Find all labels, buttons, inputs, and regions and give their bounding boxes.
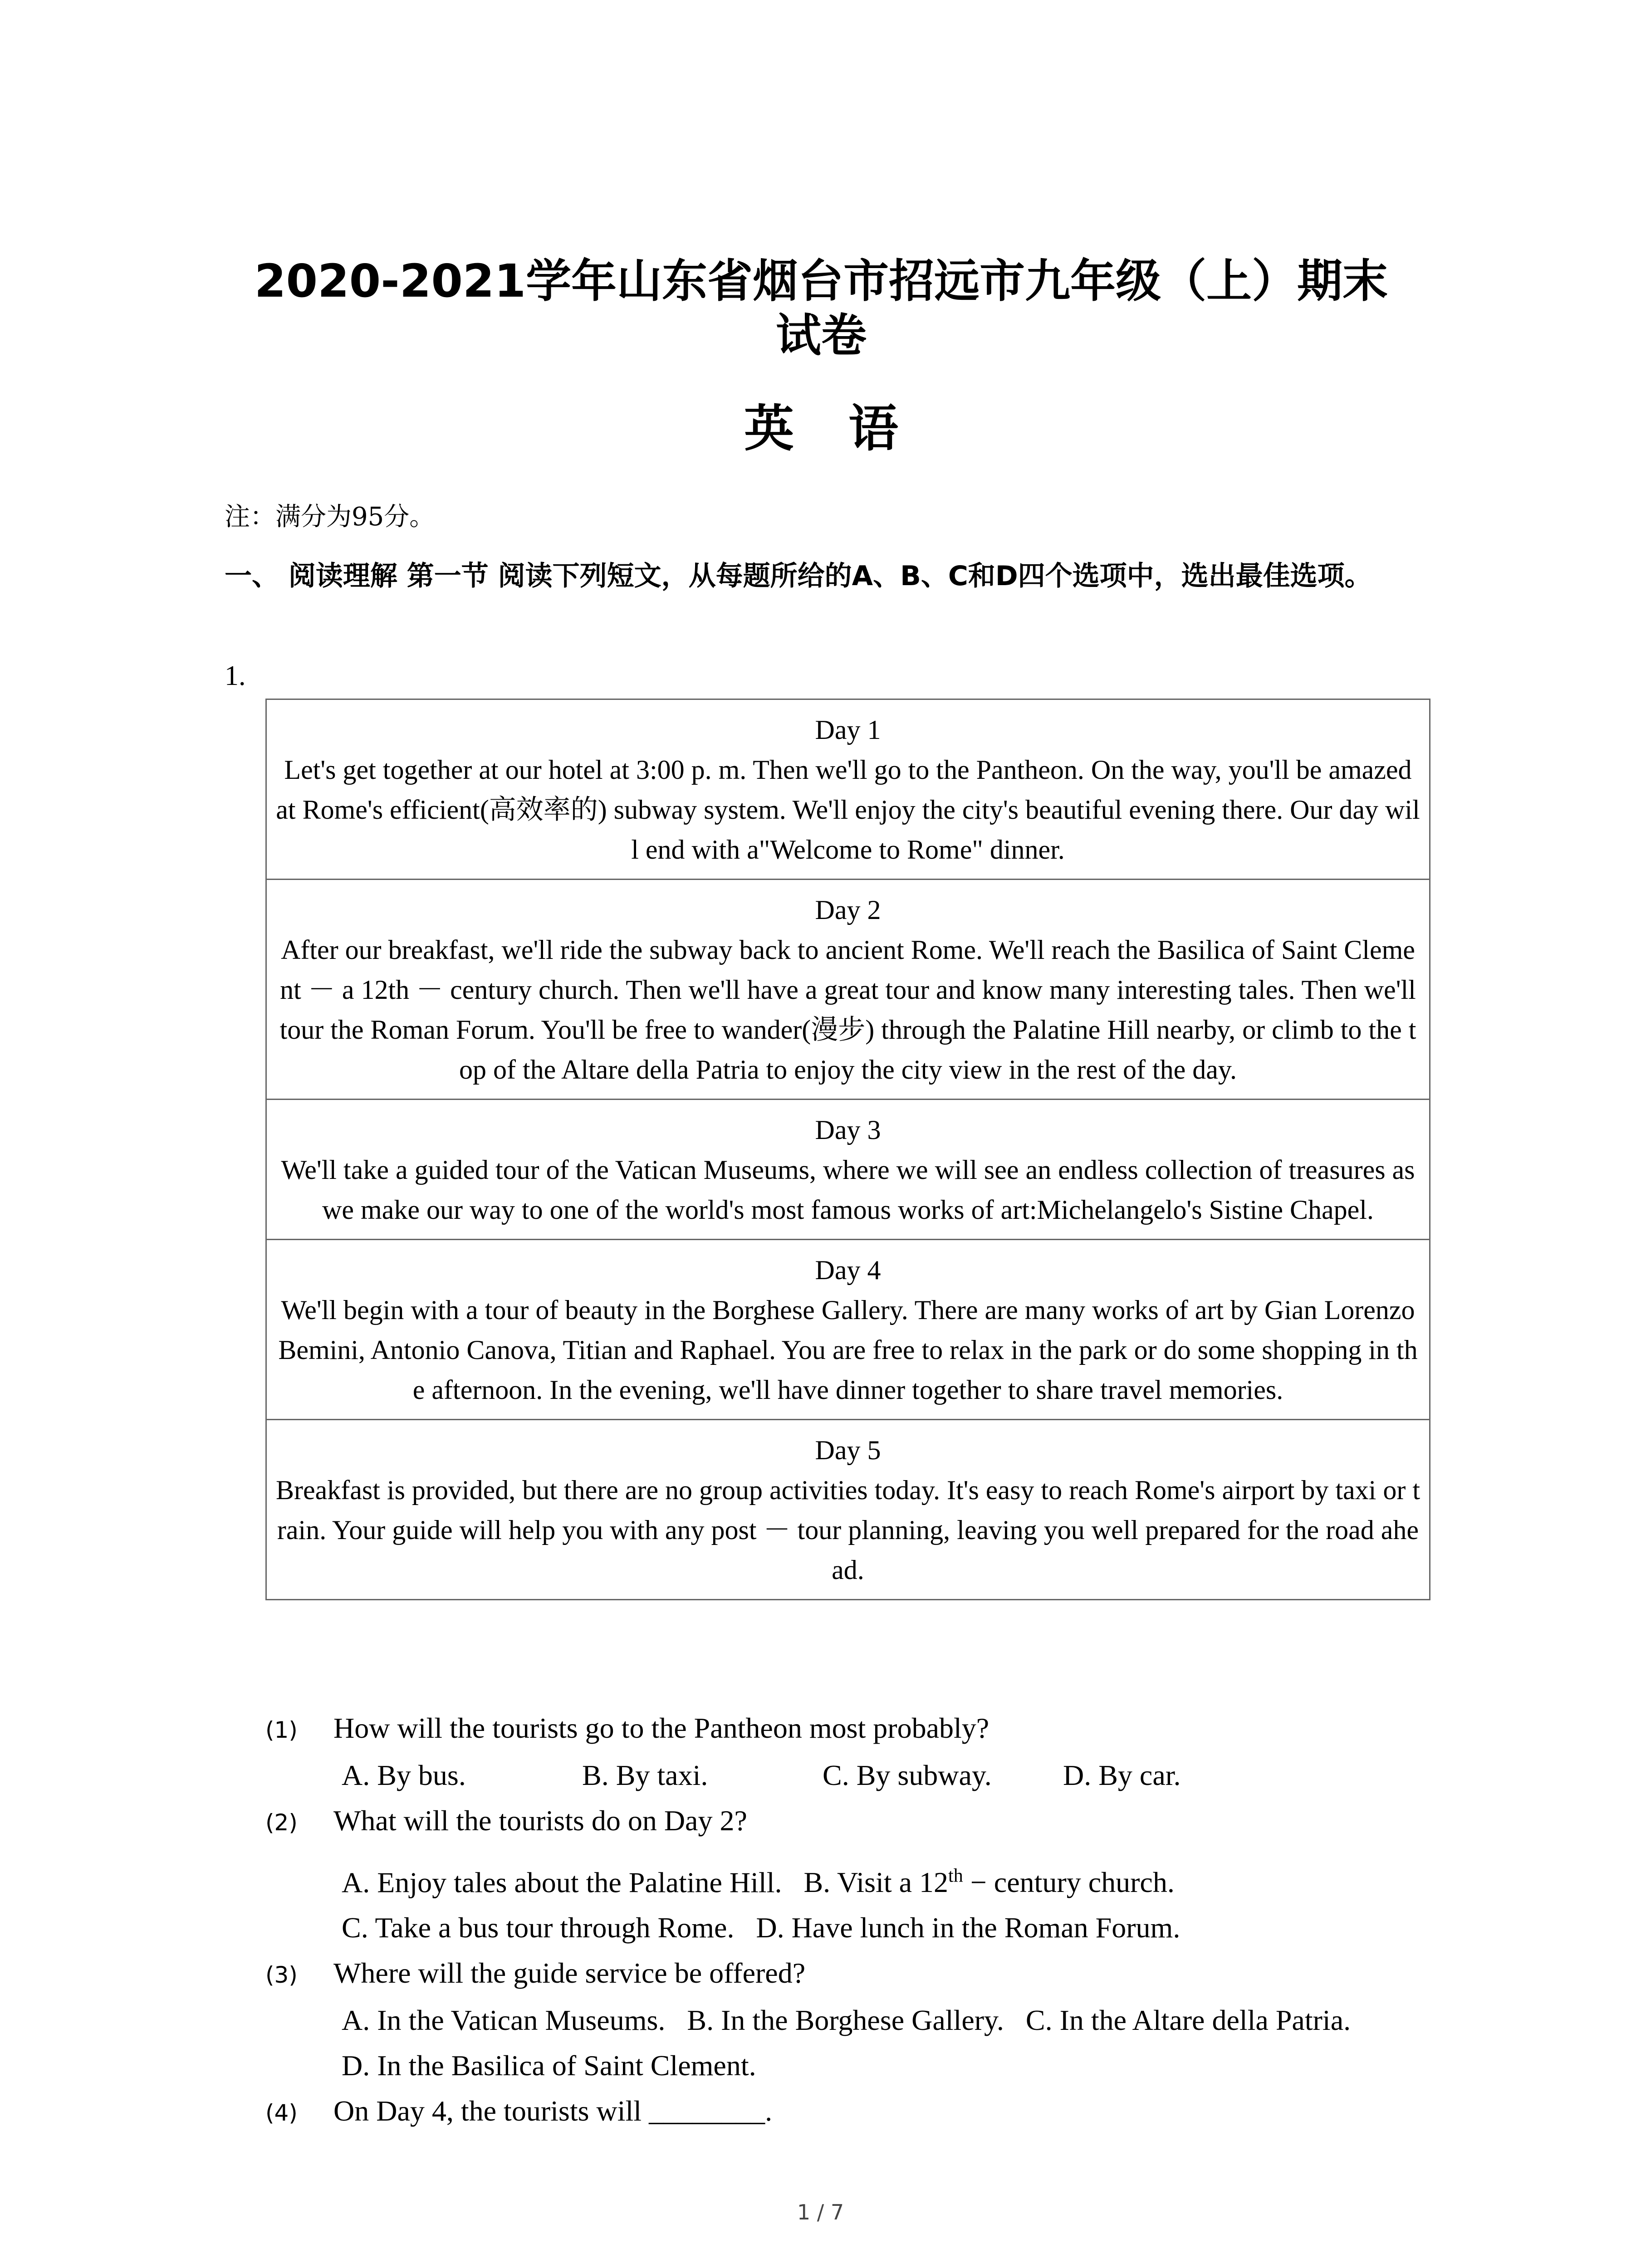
- day-title: Day 2: [815, 895, 881, 925]
- question-index: (3): [265, 1962, 298, 1989]
- day-cell-1: [266, 699, 1430, 880]
- option-row: C. Take a bus tour through Rome. D. Have lunch in the Roman Forum.: [342, 1911, 1181, 1944]
- option-a: A. By bus.: [342, 1759, 466, 1791]
- option-b-text-end: − century church.: [963, 1866, 1175, 1899]
- question-3: [265, 1950, 1445, 1998]
- table-row: [266, 1240, 1430, 1420]
- day-title: Day 5: [815, 1435, 881, 1465]
- subject-heading: 英语: [744, 400, 953, 458]
- question-text: On Day 4, the tourists will ________.: [333, 2095, 773, 2127]
- day-text: We'll begin with a tour of beauty in the Borghese Gallery. There are many works of art by Gian Lorenzo Bemini, Antonio Canova, Titian and Raphael. You are free to relax in the park or do some shopping in the afternoon. In the evening, we'll have dinner together to share travel memories.: [278, 1295, 1418, 1405]
- day-cell-2: [266, 880, 1430, 1100]
- question-index: (4): [265, 2100, 298, 2126]
- question-4: [265, 2088, 1445, 2136]
- option-row: D. In the Basilica of Saint Clement.: [342, 2049, 756, 2082]
- itinerary-table: [265, 699, 1430, 1600]
- option-b-text: B. Visit a 12: [803, 1866, 949, 1899]
- question-text: What will the tourists do on Day 2?: [333, 1804, 747, 1837]
- score-note: 注：满分为95分。: [225, 502, 435, 532]
- question-index: (2): [265, 1809, 298, 1836]
- day-title: Day 1: [815, 715, 881, 745]
- day-text: Let's get together at our hotel at 3:00 p. m. Then we'll go to the Pantheon. On the way, you'll be amazed at Rome's efficient(高效率的) subway system. We'll enjoy the city's beautiful evening there. Our day will end with a"Welcome to Rome" dinner.: [276, 755, 1420, 865]
- page-title-line-2: 试卷: [776, 309, 867, 362]
- question-1: [265, 1706, 1445, 1753]
- option-a: A. Enjoy tales about the Palatine Hill.: [342, 1866, 782, 1899]
- question-index: (1): [265, 1717, 298, 1743]
- day-cell-4: [266, 1240, 1430, 1420]
- option-row: [265, 1853, 1445, 1905]
- option-row: A. In the Vatican Museums. B. In the Borghese Gallery. C. In the Altare della Patria.: [342, 2004, 1351, 2037]
- table-row: [266, 1420, 1430, 1600]
- question-text: Where will the guide service be offered?: [333, 1957, 806, 1989]
- day-title: Day 4: [815, 1255, 881, 1285]
- day-cell-5: [266, 1420, 1430, 1600]
- question-2: [265, 1798, 1445, 1845]
- table-row: [266, 880, 1430, 1100]
- day-title: Day 3: [815, 1115, 881, 1145]
- option-d: D. By car.: [1063, 1759, 1181, 1791]
- table-row: [266, 699, 1430, 880]
- option-row: [265, 1753, 1445, 1798]
- page-title-line-1: 2020-2021学年山东省烟台市招远市九年级（上）期末: [254, 254, 1388, 308]
- day-text: We'll take a guided tour of the Vatican Museums, where we will see an endless collection of treasures as we make our way to one of the world's most famous works of art:Michelangelo's Sistine Chapel.: [281, 1155, 1415, 1225]
- question-number: 1.: [225, 660, 246, 691]
- option-b: [803, 1866, 1174, 1898]
- day-text: Breakfast is provided, but there are no group activities today. It's easy to reach Rome's airport by taxi or train. Your guide will help you with any post － tour planning, leaving you well prepared for the road ahead.: [276, 1475, 1420, 1585]
- option-b: B. By taxi.: [582, 1759, 708, 1791]
- question-text: How will the tourists go to the Pantheon most probably?: [333, 1712, 989, 1744]
- day-text: After our breakfast, we'll ride the subway back to ancient Rome. We'll reach the Basilica of Saint Clement － a 12th － century church. Then we'll have a great tour and know many interesting tales. Then we'll tour the Roman Forum. You'll be free to wander(漫步) through the Palatine Hill nearby, or climb to the top of the Altare della Patria to enjoy the city view in the rest of the day.: [279, 935, 1416, 1085]
- table-row: [266, 1100, 1430, 1240]
- page-number: 1 / 7: [797, 2200, 844, 2224]
- ordinal-suffix: th: [948, 1866, 963, 1887]
- option-c: C. By subway.: [823, 1759, 992, 1791]
- day-cell-3: [266, 1100, 1430, 1240]
- question-list: [265, 1706, 1445, 2136]
- section-heading: 一、 阅读理解 第一节 阅读下列短文，从每题所给的A、B、C和D四个选项中，选出最佳选项。: [225, 560, 1372, 592]
